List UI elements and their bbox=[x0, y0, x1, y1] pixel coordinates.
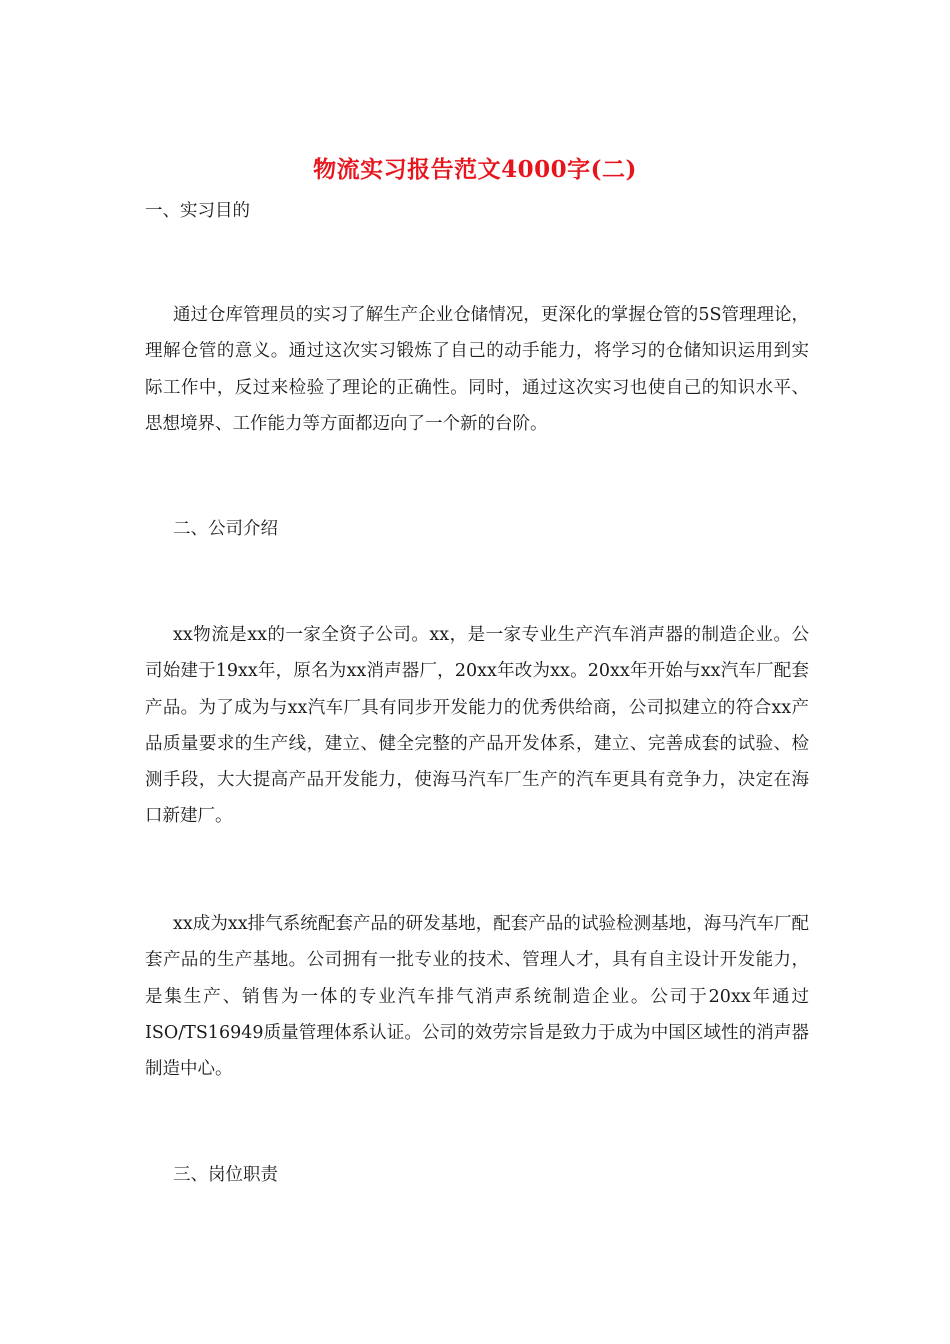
section-heading-company: 二、公司介绍 bbox=[173, 519, 278, 539]
document-title: 物流实习报告范文4000字(二) bbox=[313, 156, 637, 183]
paragraph-company-details: xx成为xx排气系统配套产品的研发基地，配套产品的试验检测基地，海马汽车厂配套产品的生产基地。公司拥有一批专业的技术、管理人才，具有自主设计开发能力，是集生产、销售为一体的专业汽车排气消声系统制造企业。公司于20xx年通过ISO/TS16949质量管理体系认证。公司的效劳宗旨是致力于成为中国区域性的消声器制造中心。 bbox=[145, 914, 809, 1080]
paragraph-company-intro: xx物流是xx的一家全资子公司。xx，是一家专业生产汽车消声器的制造企业。公司始建于19xx年，原名为xx消声器厂，20xx年改为xx。20xx年开始与xx汽车厂配套产品。为了成为与xx汽车厂具有同步开发能力的优秀供给商，公司拟建立的符合xx产品质量要求的生产线，建立、健全完整的产品开发体系，建立、完善成套的试验、检测手段，大大提高产品开发能力，使海马汽车厂生产的汽车更具有竞争力，决定在海口新建厂。 bbox=[145, 625, 809, 827]
section-heading-purpose: 一、实习目的 bbox=[145, 201, 250, 221]
paragraph-purpose: 通过仓库管理员的实习了解生产企业仓储情况，更深化的掌握仓管的5S管理理论，理解仓管的意义。通过这次实习锻炼了自己的动手能力，将学习的仓储知识运用到实际工作中，反过来检验了理论的正确性。同时，通过这次实习也使自己的知识水平、思想境界、工作能力等方面都迈向了一个新的台阶。 bbox=[145, 305, 809, 434]
section-heading-duties: 三、岗位职责 bbox=[173, 1165, 278, 1185]
